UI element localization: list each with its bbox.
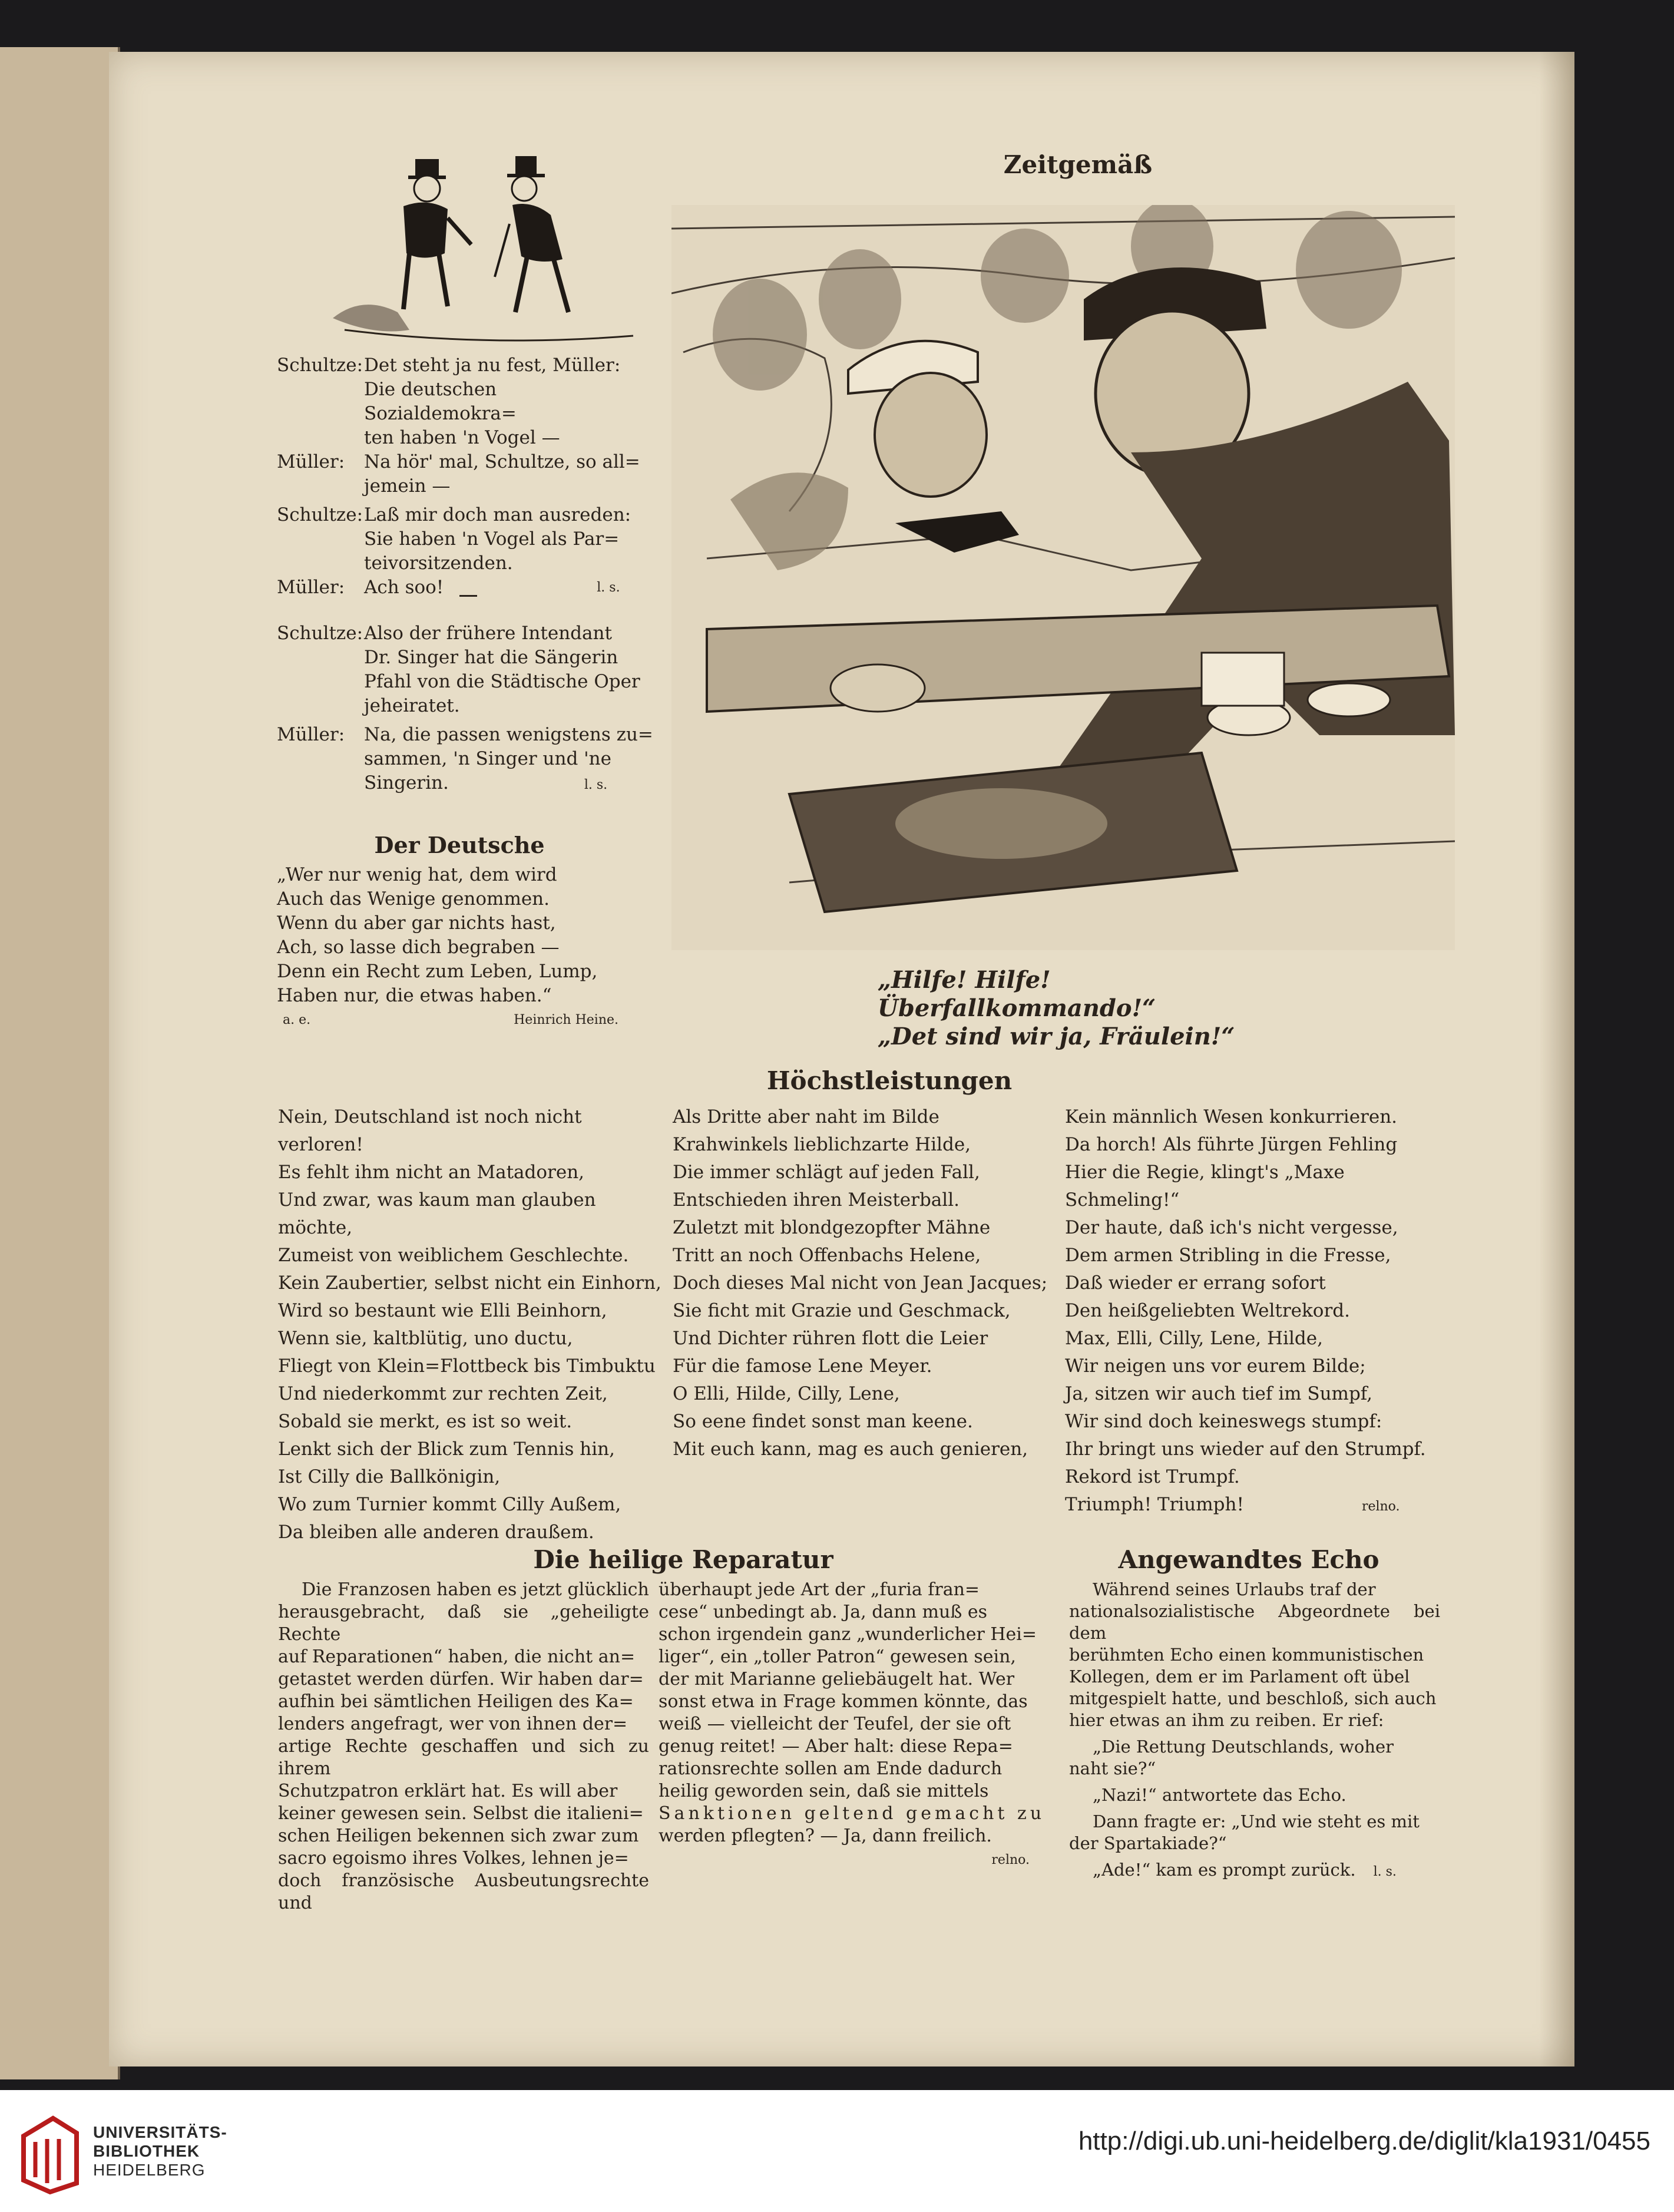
signature: l. s. (1373, 1864, 1397, 1879)
article-title-reparatur: Die heilige Reparatur (533, 1545, 833, 1574)
article-title-echo: Angewandtes Echo (1118, 1545, 1379, 1574)
library-footer (0, 2090, 1674, 2212)
dialog-block-2: Schultze: Also der frühere Intendant Dr. Singer hat die Sängerin Pfahl von die Städtische Oper jeheiratet. Müller: Na, die passen wenigstens zu= sammen, 'n Singer und 'ne Singerin. l. s. (277, 623, 653, 793)
article-reparatur-column-1: Die Franzosen haben es jetzt glücklich herausgebracht, daß sie „geheiligte Rechte auf Reparationen“ haben, die nicht an= getastet werden dürfen. Wir haben dar= aufhin bei sämtlichen Heiligen des Ka= lenders angefragt, wer von ihnen der= artige Rechte geschaffen und sich zu ihrem Schutzpatron erklärt hat. Es will aber keiner gewesen sein. Selbst die italieni= schen Heiligen bekennen sich zwar zum sacro egoismo ihres Volkes, lehnen je= doch französische Ausbeutungsrechte und (278, 1579, 649, 1913)
speaker-label: Müller: (277, 577, 345, 598)
illustration-caption: „Hilfe! Hilfe! Überfallkommando!“ „Det sind wir ja, Fräulein!“ (878, 966, 1235, 1050)
poem-column-2: Als Dritte aber naht im Bilde Krahwinkels lieblichzarte Hilde, Die immer schlägt auf jeden Fall, Entschieden ihren Meisterball. Zuletzt mit blondgezopfter Mähne Tritt an noch Offenbachs Helene, Doch dieses Mal nicht von Jean Jacques; Sie ficht mit Grazie und Geschmack, Und Dichter rühren flott die Leier Für die famose Lene Meyer. O Elli, Hilde, Cilly, Lene, So eene findet sonst man keene. Mit euch kann, mag es auch genieren, (673, 1106, 1048, 1460)
signature: l. s. (584, 778, 608, 792)
speaker-label: Müller: (277, 451, 345, 472)
poem-der-deutsche: „Wer nur wenig hat, dem wird Auch das Wenige genommen. Wenn du aber gar nichts hast, Ach, so lasse dich begraben — Denn ein Recht zum Leben, Lump, Haben nur, die etwas haben.“ a. e. Heinrich Heine. (277, 863, 642, 1032)
speaker-label: Müller: (277, 724, 345, 745)
signature: a. e. (283, 1013, 311, 1027)
speaker-label: Schultze: (277, 623, 363, 644)
author-credit: Heinrich Heine. (514, 1013, 618, 1027)
source-url-link[interactable]: http://digi.ub.uni-heidelberg.de/diglit/kla1931/0455 (1078, 2127, 1650, 2155)
article-reparatur-column-2: überhaupt jede Art der „furia fran= cese“ unbedingt ab. Ja, dann muß es schon irgendein ganz „wunderlicher Hei= liger“, ein „toller Patron“ gewesen sein, der mit Marianne geliebäugelt hat. Wer sonst etwa in Frage kommen könnte, das weiß — vielleicht der Teufel, der sie oft genug reitet! — Aber halt: diese Repa= rationsrechte sollen am Ende dadurch heilig geworden sein, daß sie mittels Sanktionen geltend gemacht zu werden pflegten? — Ja, dann freilich. relno. (659, 1579, 1046, 1867)
poem-title-hoechstleistungen: Höchstleistungen (766, 1066, 1013, 1095)
article-echo: Während seines Urlaubs traf der nationalsozialistische Abgeordnete bei dem berühmten Echo einen kommunistischen Kollegen, dem er im Parlament oft übel mitgespielt hatte, und beschloß, sich auch hier etwas an ihm zu reiben. Er rief: „Die Rettung Deutschlands, woher naht sie?“ „Nazi!“ antwortete das Echo. Dann fragte er: „Und wie steht es mit der Spartakiade?“ „Ade!“ kam es prompt zurück. l. s. (1069, 1579, 1440, 1880)
illustration-title: Zeitgemäß (1003, 150, 1153, 179)
library-name: UNIVERSITÄTS- BIBLIOTHEK HEIDELBERG (93, 2123, 227, 2179)
poem-column-3: Kein männlich Wesen konkurrieren. Da horch! Als führte Jürgen Fehling Hier die Regie, klingt's „Maxe Schmeling!“ Der haute, daß ich's nicht vergesse, Dem armen Stribling in die Fresse, Daß wieder er errang sofort Den heißgeliebten Weltrekord. Max, Elli, Cilly, Lene, Hilde, Wir neigen uns vor eurem Bilde; Ja, sitzen wir auch tief im Sumpf, Wir sind doch keineswegs stumpf: Ihr bringt uns wieder auf den Strumpf. Rekord ist Trumpf. Triumph! Triumph! relno. (1065, 1106, 1426, 1515)
dialog-block-1: Schultze: Det steht ja nu fest, Müller: Die deutschen Sozialdemokra= ten haben 'n Vogel — Müller: Na hör' mal, Schultze, so all= jemein — Schultze: Laß mir doch man ausreden: Sie haben 'n Vogel als Par= teivorsitzenden. Müller: Ach soo! l. s. (277, 353, 648, 600)
poem-column-1: Nein, Deutschland ist noch nicht verloren! Es fehlt ihm nicht an Matadoren, Und zwar, was kaum man glauben möchte, Zumeist von weiblichem Geschlechte. Kein Zaubertier, selbst nicht ein Einhorn, Wird so bestaunt wie Elli Beinhorn, Wenn sie, kaltblütig, uno ductu, Fliegt von Klein=Flottbeck bis Timbuktu Und niederkommt zur rechten Zeit, Sobald sie merkt, es ist so weit. Lenkt sich der Blick zum Tennis hin, Ist Cilly die Ballkönigin, Wo zum Turnier kommt Cilly Außem, Da bleiben alle anderen draußem. (278, 1106, 661, 1543)
signature: relno. (1361, 1499, 1400, 1514)
signature: relno. (991, 1853, 1030, 1867)
cartoon-two-men (327, 141, 645, 353)
speaker-label: Schultze: (277, 504, 363, 525)
illustration-robbery (671, 205, 1455, 950)
poem-title-der-deutsche: Der Deutsche (374, 832, 545, 858)
speaker-label: Schultze: (277, 355, 363, 376)
left-page-edge (0, 47, 120, 2079)
signature: l. s. (597, 580, 620, 595)
university-library-logo-icon (18, 2112, 82, 2195)
divider (459, 595, 477, 597)
